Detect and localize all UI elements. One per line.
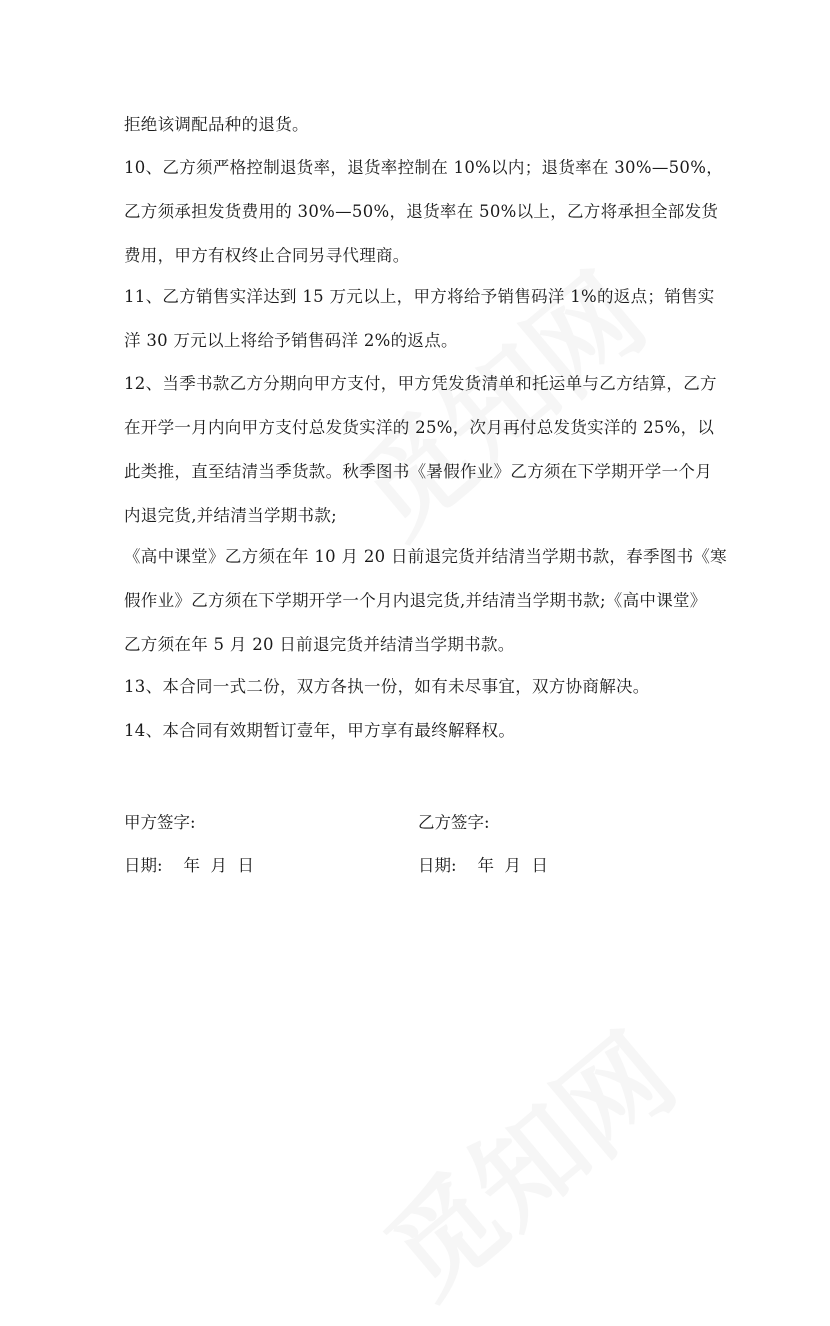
clause-14	[124, 709, 720, 753]
text-line: 13、本合同一式二份，双方各执一份，如有未尽事宜，双方协商解决。	[124, 677, 650, 696]
clause-12	[124, 362, 720, 538]
text-line: 此类推，直至结清当季货款。秋季图书《暑假作业》乙方须在下学期开学一个月	[124, 462, 712, 481]
paragraph-continuation	[124, 103, 720, 147]
party-b-signature-label: 乙方签字:	[418, 813, 490, 832]
party-a-signature-label: 甲方签字:	[124, 813, 196, 832]
party-b-date-label: 日期: 年 月 日	[418, 856, 549, 875]
clause-11	[124, 275, 720, 363]
text-line: 10、乙方须严格控制退货率，退货率控制在 10%以内；退货率在 30%—50%，	[124, 158, 724, 177]
text-line: 14、本合同有效期暂订壹年，甲方享有最终解释权。	[124, 721, 516, 740]
watermark	[348, 992, 702, 1325]
text-line: 在开学一月内向甲方支付总发货实洋的 25%，次月再付总发货实洋的 25%，以	[124, 418, 715, 437]
text-line: 11、乙方销售实洋达到 15 万元以上，甲方将给予销售码洋 1%的返点；销售实	[124, 287, 715, 306]
text-line: 费用，甲方有权终止合同另寻代理商。	[124, 246, 410, 265]
text-line: 乙方须承担发货费用的 30%—50%，退货率在 50%以上，乙方将承担全部发货	[124, 202, 719, 221]
clause-13	[124, 665, 720, 709]
text-line: 洋 30 万元以上将给予销售码洋 2%的返点。	[124, 331, 458, 350]
text-line: 内退完货,并结清当学期书款;	[124, 506, 338, 525]
text-line: 乙方须在年 5 月 20 日前退完货并结清当学期书款。	[124, 635, 515, 654]
clause-10	[124, 146, 724, 278]
text-line: 假作业》乙方须在下学期开学一个月内退完货,并结清当学期书款;《高中课堂》	[124, 591, 707, 610]
party-a-date-label: 日期: 年 月 日	[124, 856, 255, 875]
text-line: 拒绝该调配品种的退货。	[124, 115, 309, 134]
text-line: 12、当季书款乙方分期向甲方支付，甲方凭发货清单和托运单与乙方结算，乙方	[124, 374, 717, 393]
text-line: 《高中课堂》乙方须在年 10 月 20 日前退完货并结清当学期书款，春季图书《寒	[124, 547, 727, 566]
clause-12-continuation	[124, 535, 727, 667]
